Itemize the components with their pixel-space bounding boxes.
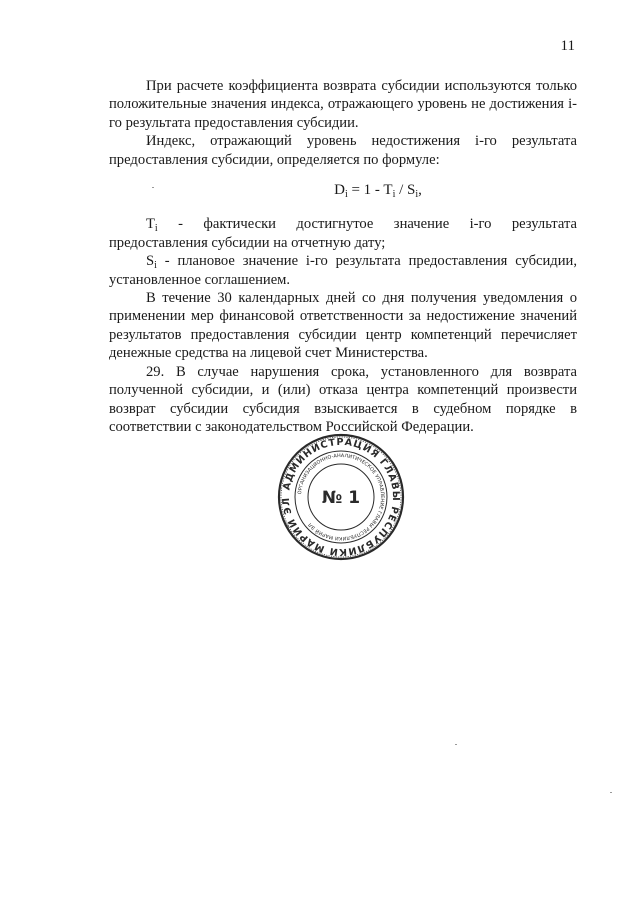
scan-speck (152, 187, 154, 188)
si-symbol: S (146, 253, 155, 270)
formula-sub-d: i (344, 189, 348, 201)
formula-end: , (418, 182, 422, 199)
paragraph-index-definition: Индекс, отражающий уровень недостижения i-го результата предоставления субсидии, определяется по формуле: (109, 133, 577, 168)
ti-sub: i (154, 223, 158, 235)
page-number: 11 (560, 38, 575, 54)
formula-sub-s: i (415, 189, 419, 201)
formula-eq: = 1 - T (347, 182, 393, 199)
paragraph-ti-definition (109, 215, 577, 252)
seal-inner-text: ОРГАНИЗАЦИОННО-АНАЛИТИЧЕСКОЕ УПРАВЛЕНИЕ ГЛАВЫ РЕСПУБЛИКИ МАРИЙ ЭЛ (297, 452, 386, 542)
formula-slash: / S (395, 182, 416, 199)
paragraph-30-days: В течение 30 календарных дней со дня получения уведомления о применении мер финансовой ответственности за недостижение значений результатов предоставления субсидии центр компетенций перечисляет денежные средства на лицевой счет Министерства. (109, 290, 577, 362)
official-seal (276, 432, 406, 562)
formula-d: D (334, 182, 345, 199)
scan-speck (455, 744, 457, 745)
si-sub: i (154, 260, 157, 272)
formula (109, 181, 577, 199)
paragraph-si-definition (109, 252, 577, 289)
document-body (109, 77, 577, 436)
paragraph-29: 29. В случае нарушения срока, установленного для возврата полученной субсидии, и (или) отказа центра компетенций произвести возврат субсидии субсидия взыскивается в судебном порядке в соответствии с законодательством Российской Федерации. (109, 363, 577, 435)
paragraph-positive-values: При расчете коэффициента возврата субсидии используются только положительные значения индекса, отражающего уровень не достижения i-го результата предоставления субсидии. (109, 78, 577, 131)
ti-symbol: T (146, 216, 155, 233)
ti-text: - фактически достигнутое значение i-го результата предоставления субсидии на отчетную дату; (109, 216, 577, 251)
si-text: - плановое значение i-го результата предоставления субсидии, установленное соглашением. (109, 253, 577, 288)
scan-speck (610, 792, 612, 793)
seal-number: № 1 (321, 488, 361, 508)
formula-sub-t: i (392, 189, 396, 201)
seal-outer-text: АДМИНИСТРАЦИЯ ГЛАВЫ РЕСПУБЛИКИ МАРИЙ ЭЛ (280, 436, 402, 558)
